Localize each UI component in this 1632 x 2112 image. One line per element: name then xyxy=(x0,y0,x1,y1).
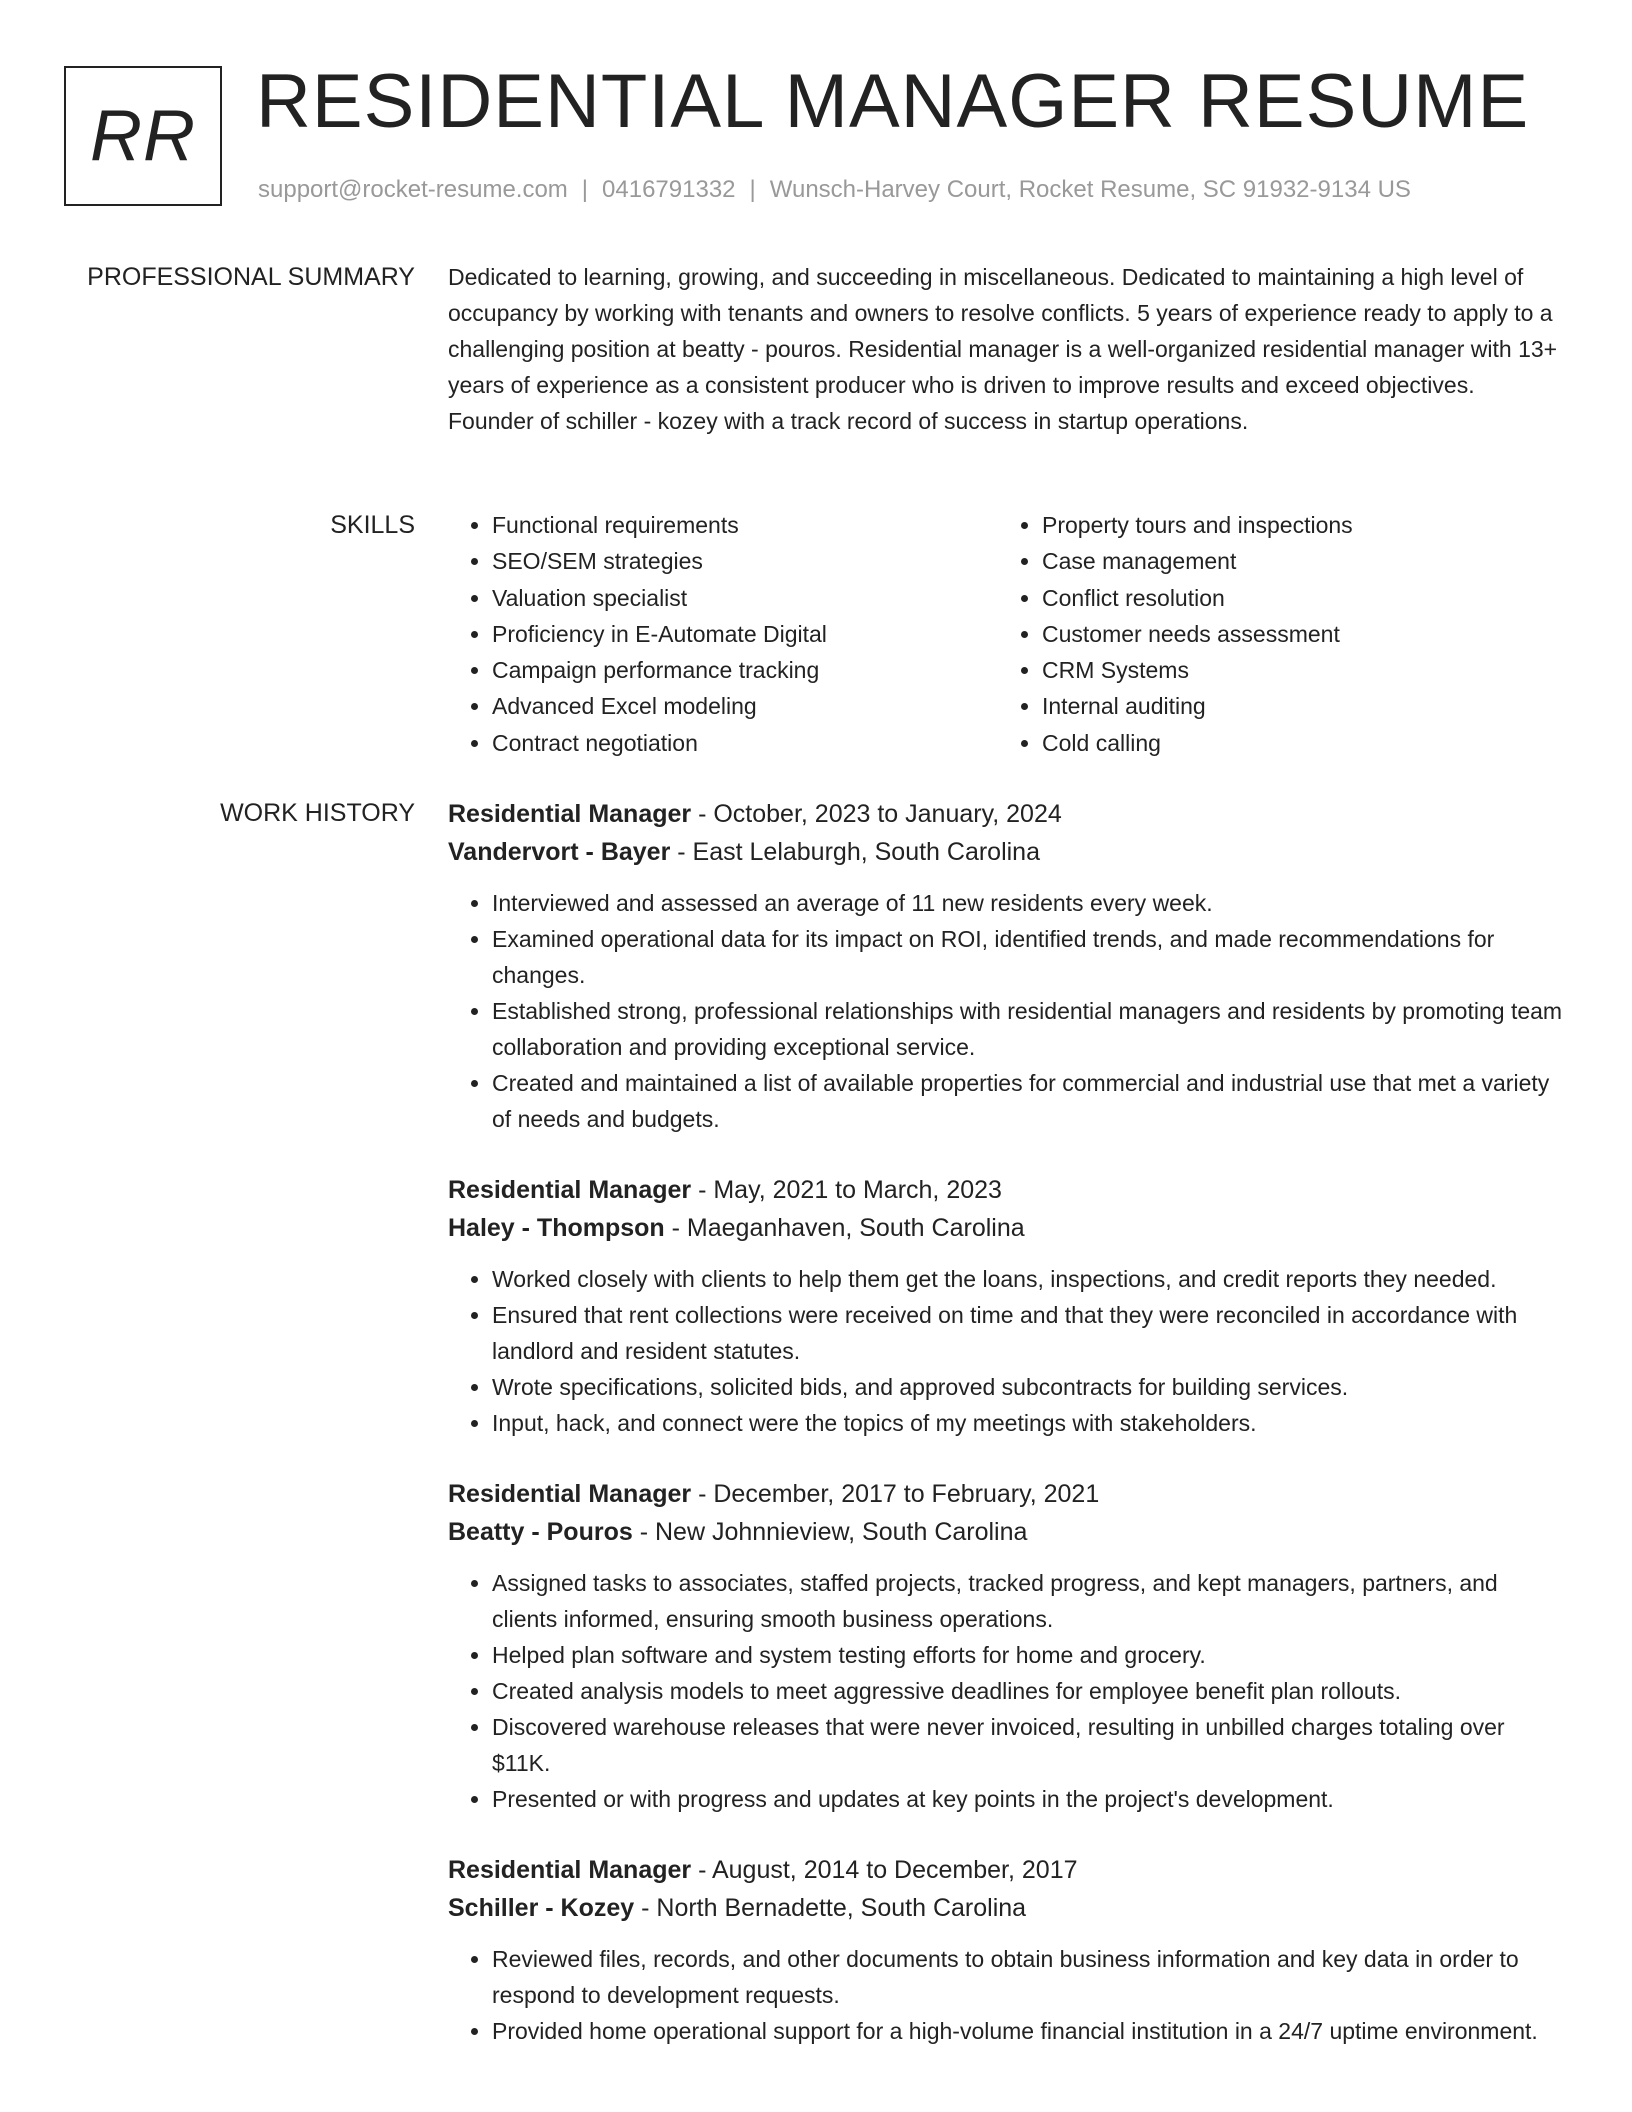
job-bullet: • Reviewed files, records, and other documents to obtain business information and key data in order to respond to development requests. xyxy=(492,1941,1566,2013)
job-entry xyxy=(448,1171,1566,1441)
job-title-line xyxy=(448,1851,1566,1889)
job-bullets xyxy=(448,1261,1566,1441)
work-body xyxy=(448,795,1566,2083)
contact-line xyxy=(258,174,1411,206)
monogram-initials: RR xyxy=(90,96,196,176)
job-title-line xyxy=(448,795,1566,833)
skills-heading: SKILLS xyxy=(330,511,415,539)
job-bullet: • Interviewed and assessed an average of 11 new residents every week. xyxy=(492,885,1566,921)
job-bullet: • Ensured that rent collections were received on time and that they were reconciled in accordance with landlord and resident statutes. xyxy=(492,1297,1566,1369)
job-entry xyxy=(448,1851,1566,2049)
job-company: Vandervort - Bayer xyxy=(448,838,671,866)
job-bullet: • Discovered warehouse releases that were never invoiced, resulting in unbilled charges totaling over $11K. xyxy=(492,1709,1566,1781)
job-company: Haley - Thompson xyxy=(448,1214,665,1242)
monogram-box xyxy=(64,66,222,206)
contact-address: Wunsch-Harvey Court, Rocket Resume, SC 91932-9134 US xyxy=(769,176,1411,203)
job-dates: - October, 2023 to January, 2024 xyxy=(691,800,1062,828)
job-company-line xyxy=(448,1513,1566,1551)
job-company-line xyxy=(448,1889,1566,1927)
job-dates: - December, 2017 to February, 2021 xyxy=(691,1480,1100,1508)
skill-item: • Case management xyxy=(1042,543,1548,579)
job-bullet: • Wrote specifications, solicited bids, and approved subcontracts for building services. xyxy=(492,1369,1566,1405)
job-bullet: • Helped plan software and system testing efforts for home and grocery. xyxy=(492,1637,1566,1673)
job-bullets xyxy=(448,1941,1566,2049)
job-location: - Maeganhaven, South Carolina xyxy=(664,1214,1025,1242)
summary-heading: PROFESSIONAL SUMMARY xyxy=(87,263,415,291)
skill-item: • Valuation specialist xyxy=(492,580,998,616)
job-title-line xyxy=(448,1475,1566,1513)
job-company: Beatty - Pouros xyxy=(448,1518,633,1546)
skill-item: • Proficiency in E-Automate Digital xyxy=(492,616,998,652)
skills-list-left xyxy=(448,507,998,761)
skill-item: • Internal auditing xyxy=(1042,688,1548,724)
job-title: Residential Manager xyxy=(448,1176,692,1204)
job-bullet: • Assigned tasks to associates, staffed projects, tracked progress, and kept managers, partners, and clients informed, ensuring smooth business operations. xyxy=(492,1565,1566,1637)
work-heading: WORK HISTORY xyxy=(220,799,415,827)
job-title: Residential Manager xyxy=(448,1856,692,1884)
job-bullet: • Presented or with progress and updates at key points in the project's development. xyxy=(492,1781,1566,1817)
job-entry xyxy=(448,795,1566,1137)
contact-email: support@rocket-resume.com xyxy=(258,176,568,203)
job-company-line xyxy=(448,833,1566,871)
job-bullets xyxy=(448,1565,1566,1817)
job-location: - New Johnnieview, South Carolina xyxy=(632,1518,1028,1546)
job-bullet: • Created analysis models to meet aggressive deadlines for employee benefit plan rollouts. xyxy=(492,1673,1566,1709)
job-location: - North Bernadette, South Carolina xyxy=(634,1894,1027,1922)
job-bullet: • Provided home operational support for a high-volume financial institution in a 24/7 uptime environment. xyxy=(492,2013,1566,2049)
skills-grid xyxy=(448,507,1566,761)
job-bullet: • Created and maintained a list of available properties for commercial and industrial use that met a variety of needs and budgets. xyxy=(492,1065,1566,1137)
contact-separator: | xyxy=(581,176,589,203)
skill-item: • Conflict resolution xyxy=(1042,580,1548,616)
job-bullet: • Examined operational data for its impact on ROI, identified trends, and made recommendations for changes. xyxy=(492,921,1566,993)
job-bullet: • Established strong, professional relationships with residential managers and residents by promoting team collaboration and providing exceptional service. xyxy=(492,993,1566,1065)
job-bullet: • Worked closely with clients to help them get the loans, inspections, and credit reports they needed. xyxy=(492,1261,1566,1297)
job-title-line xyxy=(448,1171,1566,1209)
contact-phone: 0416791332 xyxy=(602,176,736,203)
skill-item: • SEO/SEM strategies xyxy=(492,543,998,579)
skill-item: • Contract negotiation xyxy=(492,725,998,761)
skills-body xyxy=(448,507,1566,761)
skill-item: • Cold calling xyxy=(1042,725,1548,761)
job-location: - East Lelaburgh, South Carolina xyxy=(670,838,1040,866)
job-dates: - May, 2021 to March, 2023 xyxy=(691,1176,1002,1204)
skills-list-right xyxy=(998,507,1548,761)
resume-title: RESIDENTIAL MANAGER RESUME xyxy=(256,59,1530,144)
skill-item: • CRM Systems xyxy=(1042,652,1548,688)
job-dates: - August, 2014 to December, 2017 xyxy=(691,1856,1078,1884)
job-title: Residential Manager xyxy=(448,800,692,828)
skill-item: • Functional requirements xyxy=(492,507,998,543)
skill-item: • Advanced Excel modeling xyxy=(492,688,998,724)
contact-separator: | xyxy=(749,176,756,203)
skill-item: • Property tours and inspections xyxy=(1042,507,1548,543)
job-company: Schiller - Kozey xyxy=(448,1894,635,1922)
skill-item: • Customer needs assessment xyxy=(1042,616,1548,652)
summary-text: Dedicated to learning, growing, and succeeding in miscellaneous. Dedicated to maintaining a high level of occupancy by working with tenants and owners to resolve conflicts. 5 years of experience ready to apply to a challenging position at beatty - pouros. Residential manager is a well-organized residential manager with 13+ years of experience as a consistent producer who is driven to improve results and exceed objectives. Founder of schiller - kozey with a track record of success in startup operations. xyxy=(448,264,1558,434)
job-title: Residential Manager xyxy=(448,1480,692,1508)
job-entry xyxy=(448,1475,1566,1817)
skill-item: • Campaign performance tracking xyxy=(492,652,998,688)
summary-body xyxy=(448,259,1566,439)
job-bullet: • Input, hack, and connect were the topics of my meetings with stakeholders. xyxy=(492,1405,1566,1441)
job-bullets xyxy=(448,885,1566,1137)
job-company-line xyxy=(448,1209,1566,1247)
